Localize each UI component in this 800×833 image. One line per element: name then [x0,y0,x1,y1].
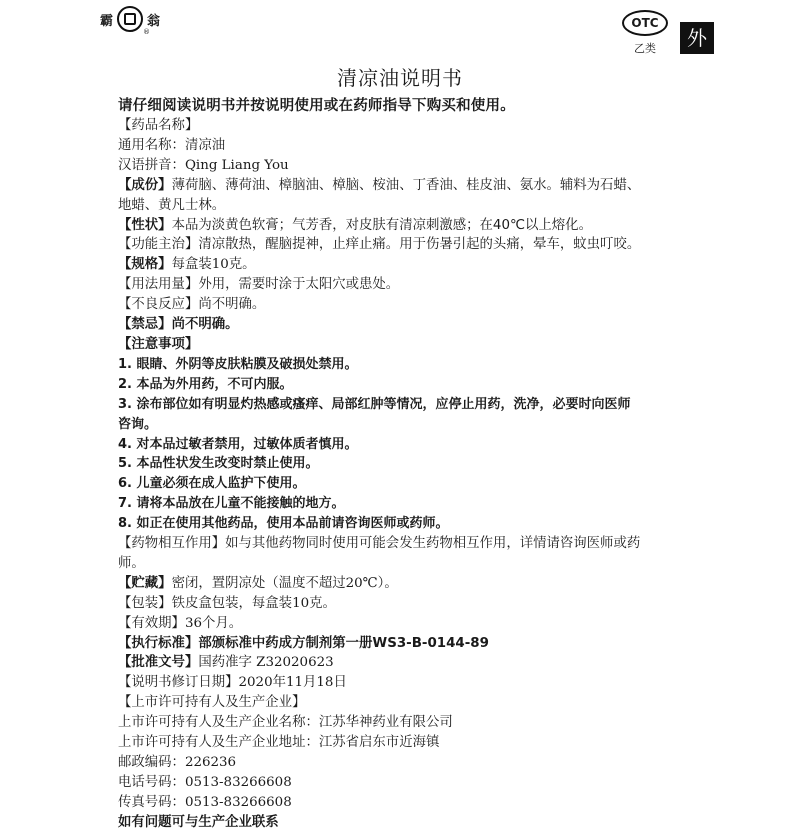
precaution-item-5: 5. 本品性状发生改变时禁止使用。 [118,456,319,472]
phone-row: 电话号码：0513-83266608 [118,774,292,790]
precaution-item-3: 3. 涂布部位如有明显灼热感或瘙痒、局部红肿等情况，应停止用药，洗净，必要时向医师 [118,396,631,412]
otc-label: OTC [622,10,668,36]
storage-row: 【贮藏】密闭，置阴凉处（温度不超过20℃）。 [118,575,398,591]
validity-row: 【有效期】36个月。 [118,615,243,631]
approval-row: 【批准文号】国药准字 Z32020623 [118,655,334,671]
logo-left-char: 霸 [100,13,114,29]
postal-code-row: 邮政编码：226236 [118,755,237,770]
properties-row: 【性状】本品为淡黄色软膏；气芳香，对皮肤有清凉刺激感；在40℃以上熔化。 [118,217,592,233]
dosage-row: 【用法用量】外用，需要时涂于太阳穴或患处。 [118,277,400,293]
ingredients-row: 【成份】薄荷脑、薄荷油、樟脑油、樟脑、桉油、丁香油、桂皮油、氨水。辅料为石蜡、 [118,177,641,193]
fax-row: 传真号码：0513-83266608 [118,794,292,810]
precautions-heading: 【注意事项】 [118,336,199,352]
leaflet-body [118,116,698,833]
specification-row: 【规格】每盒装10克。 [118,257,256,273]
generic-name-row: 通用名称：清凉油 [118,137,226,153]
precaution-item-1: 1. 眼睛、外阴等皮肤粘膜及破损处禁用。 [118,356,358,372]
otc-class: 乙类 [634,42,656,55]
ingredients-row-cont: 地蜡、黄凡士林。 [118,197,226,213]
holder-address-row: 上市许可持有人及生产企业地址：江苏省启东市近海镇 [118,735,440,751]
precaution-item-3-cont: 咨询。 [118,416,158,432]
revision-row: 【说明书修订日期】2020年11月18日 [118,675,347,691]
brand-logo [100,6,160,32]
precaution-item-8: 8. 如正在使用其他药品，使用本品前请咨询医师或药师。 [118,516,449,532]
precaution-item-2: 2. 本品为外用药，不可内服。 [118,376,293,392]
external-use-badge: 外 [680,22,714,54]
logo-emblem-icon [117,6,143,32]
interactions-row: 【药物相互作用】如与其他药物同时使用可能会发生药物相互作用，详情请咨询医师或药 [118,536,641,552]
contraindications-row: 【禁忌】尚不明确。 [118,317,239,333]
page-title: 清凉油说明书 [337,66,463,90]
interactions-row-cont: 师。 [118,555,145,571]
footer-note: 如有问题可与生产企业联系 [118,814,279,830]
precaution-item-7: 7. 请将本品放在儿童不能接触的地方。 [118,496,345,512]
precaution-item-4: 4. 对本品过敏者禁用，过敏体质者慎用。 [118,436,358,452]
warning-text: 请仔细阅读说明书并按说明使用或在药师指导下购买和使用。 [118,98,515,114]
pinyin-row: 汉语拼音：Qing Liang You [118,157,289,173]
registered-mark: ® [143,28,150,36]
logo-right-char: 翁 [147,13,161,29]
drug-name-heading: 【药品名称】 [118,118,199,133]
holder-heading: 【上市许可持有人及生产企业】 [118,695,306,711]
otc-badge [620,10,670,56]
adverse-row: 【不良反应】尚不明确。 [118,297,266,313]
precaution-item-6: 6. 儿童必须在成人监护下使用。 [118,476,306,492]
standard-row: 【执行标准】部颁标准中药成方制剂第一册WS3-B-0144-89 [118,635,489,651]
indications-row: 【功能主治】清凉散热，醒脑提神，止痒止痛。用于伤暑引起的头痛，晕车，蚊虫叮咬。 [118,237,641,253]
holder-name-row: 上市许可持有人及生产企业名称：江苏华神药业有限公司 [118,715,453,731]
package-row: 【包装】铁皮盒包装，每盒装10克。 [118,595,336,611]
